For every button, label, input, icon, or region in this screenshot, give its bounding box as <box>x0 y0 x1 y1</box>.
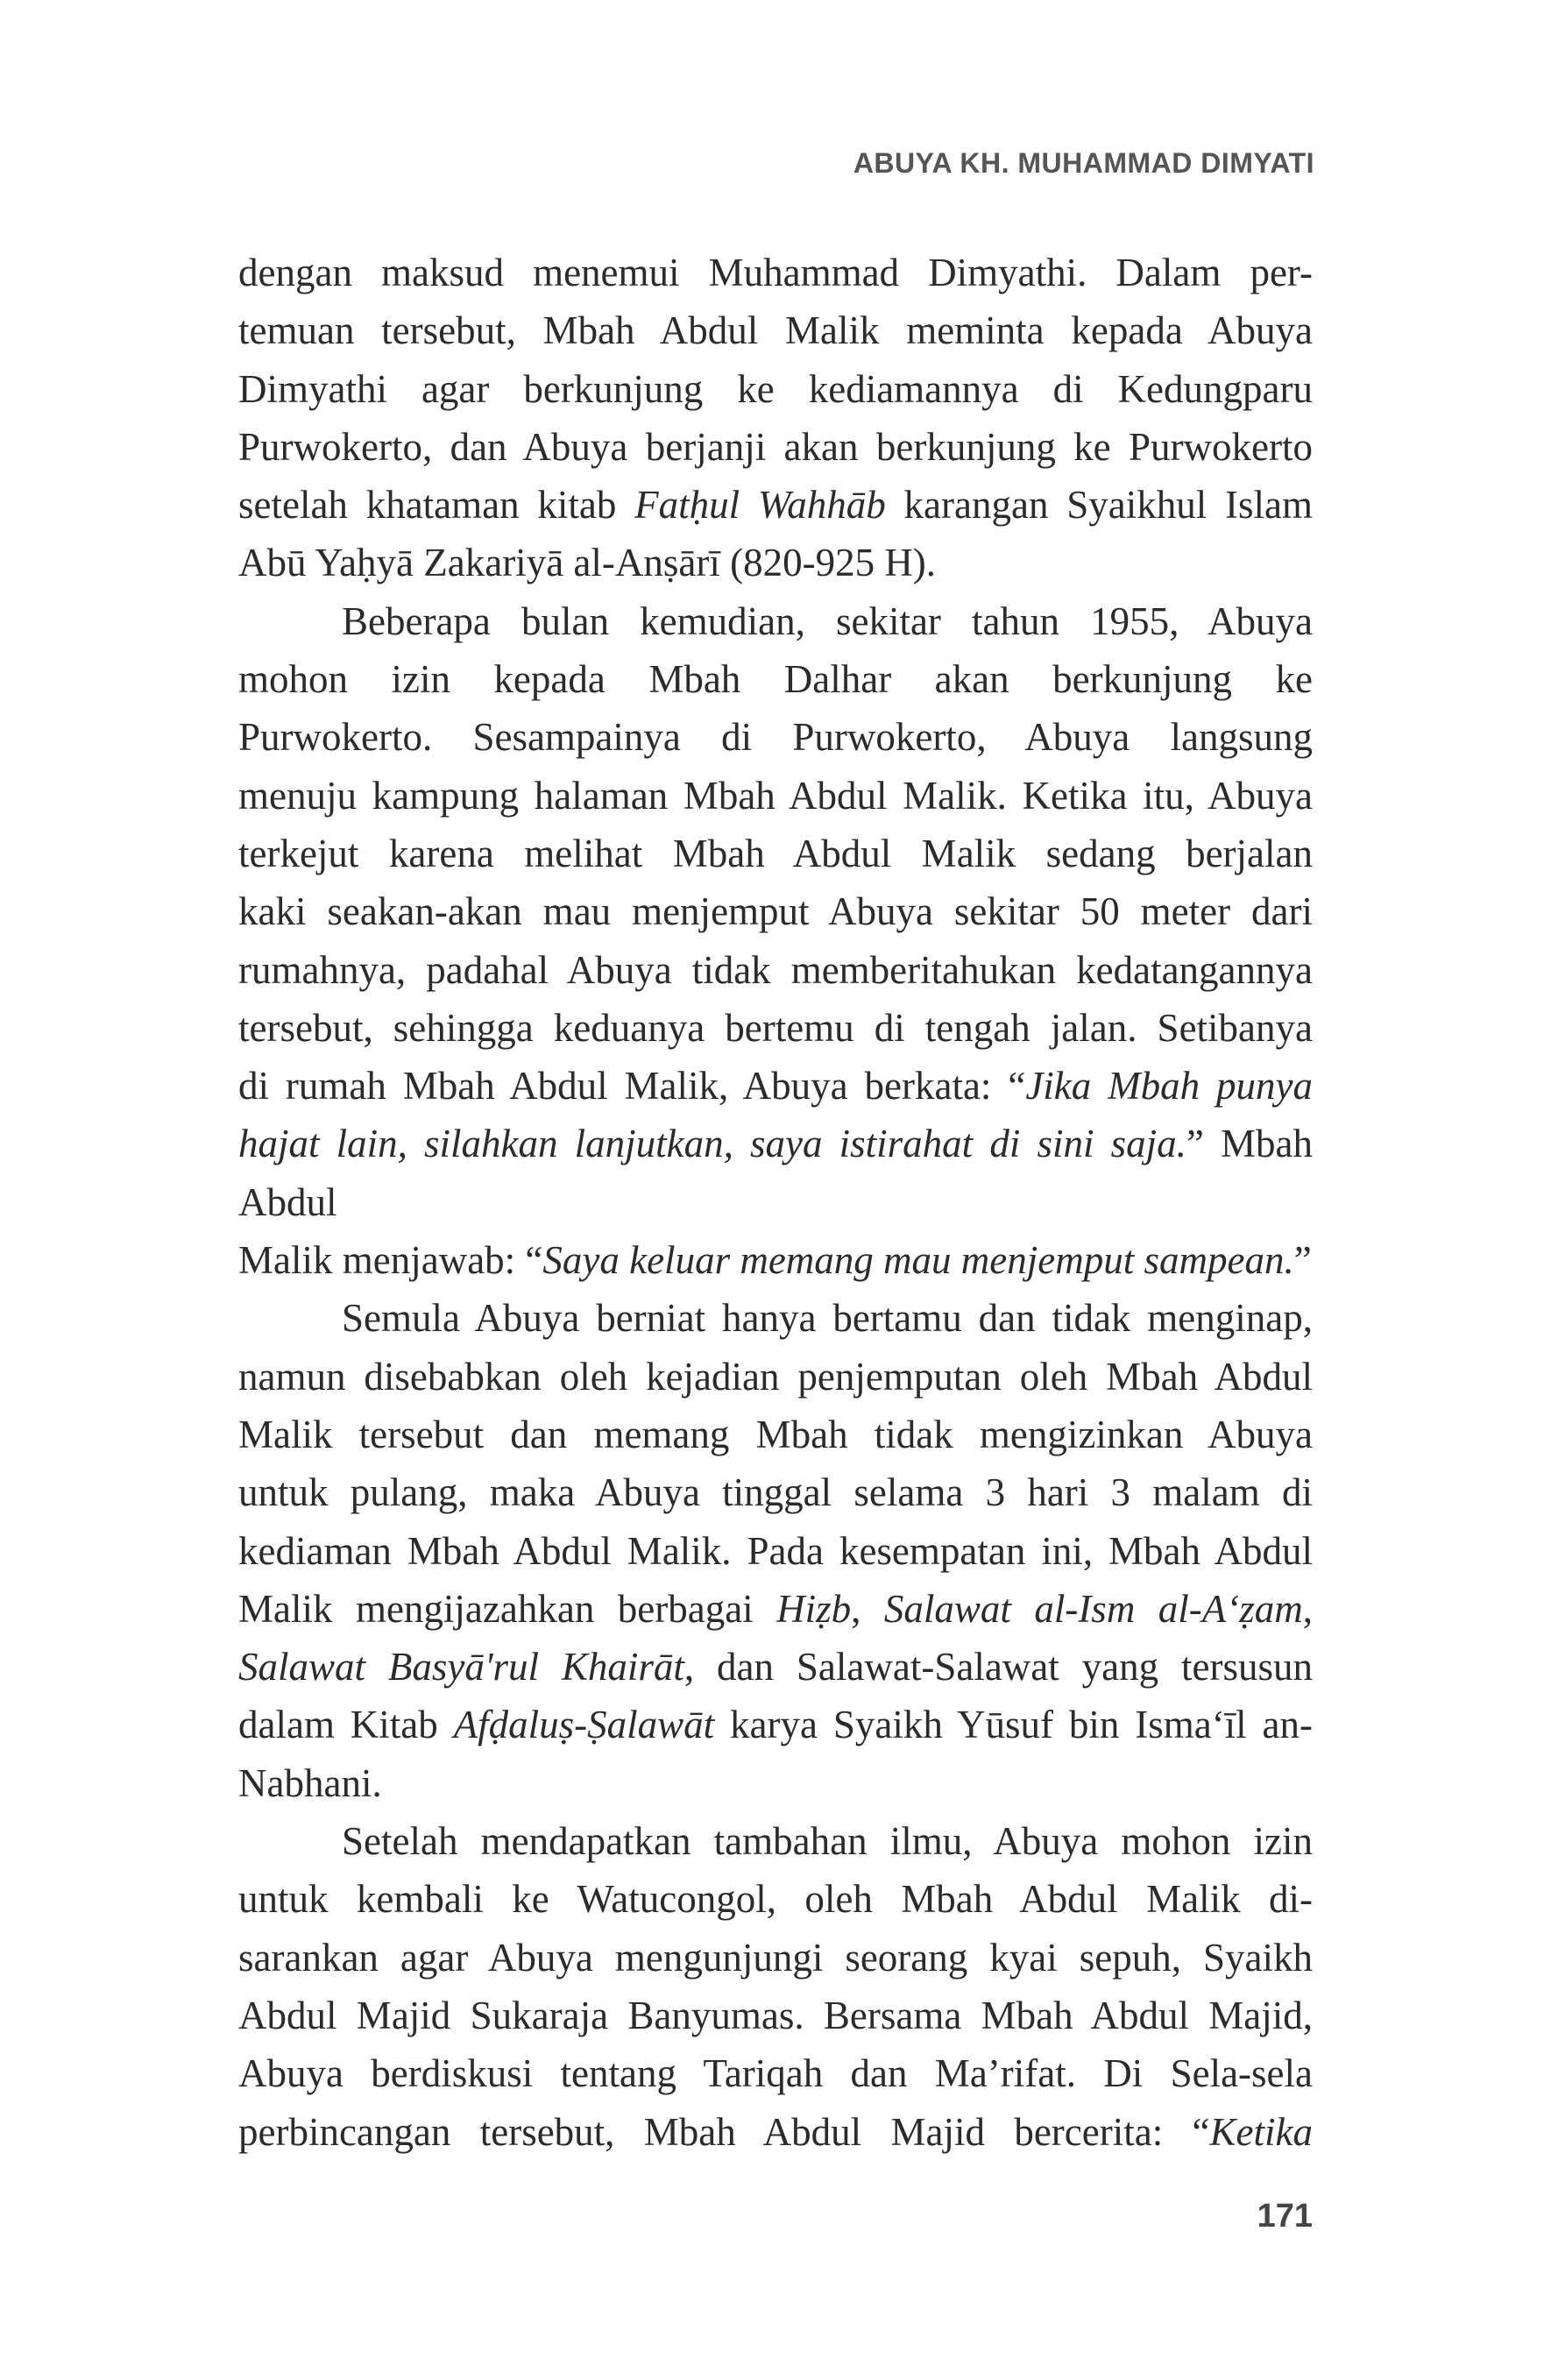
text-line: tersebut, sehingga keduanya bertemu di tengah jalan. Setibanya <box>238 1005 1313 1050</box>
italic-term: Salawat al-Ism al-A‘ẓam <box>883 1586 1303 1631</box>
text-line: dengan maksud menemui Muhammad Dimyathi. Dalam per- <box>238 251 1313 294</box>
italic-term: hajat lain, silahkan lanjutkan, saya istirahat di sini saja. <box>238 1122 1186 1166</box>
text-line: setelah khataman kitab Fatḥul Wahhāb karangan Syaikhul Islam <box>238 483 1313 528</box>
text-line: menuju kampung halaman Mbah Abdul Malik. Ketika itu, Abuya <box>238 773 1313 818</box>
text-line: Abdul Majid Sukaraja Banyumas. Bersama Mbah Abdul Majid, <box>238 1993 1313 2037</box>
text-line: terkejut karena melihat Mbah Abdul Malik sedang berjalan <box>238 831 1313 875</box>
running-header <box>853 147 1314 180</box>
text-line: di rumah Mbah Abdul Malik, Abuya berkata: “Jika Mbah punya <box>238 1064 1313 1109</box>
italic-term: Ketika <box>1209 2109 1313 2154</box>
text-line: Beberapa bulan kemudian, sekitar tahun 1955, Abuya <box>342 599 1313 643</box>
page-number: 171 <box>1257 2198 1313 2235</box>
paragraph <box>238 244 1313 592</box>
italic-term: Saya keluar memang mau menjemput sampean. <box>542 1238 1294 1283</box>
paragraph <box>238 592 1313 1290</box>
text-line: mohon izin kepada Mbah Dalhar akan berkunjung ke <box>238 657 1313 702</box>
body-text <box>238 244 1313 2161</box>
text-line: hajat lain, silahkan lanjutkan, saya istirahat di sini saja.” Mbah Abdul <box>238 1122 1313 1224</box>
text-line: untuk pulang, maka Abuya tinggal selama 3 hari 3 malam di <box>238 1470 1313 1515</box>
italic-term: Afḍaluṣ-Ṣalawāt <box>453 1703 715 1747</box>
text-line: Salawat Basyā'rul Khairāt, dan Salawat-Salawat yang tersusun <box>238 1645 1313 1689</box>
text-line: Malik mengijazahkan berbagai Hiẓb, Salawat al-Ism al-A‘ẓam, <box>238 1586 1313 1631</box>
text-line: rumahnya, padahal Abuya tidak memberitahukan kedatangannya <box>238 947 1313 992</box>
text-line: Malik tersebut dan memang Mbah tidak mengizinkan Abuya <box>238 1412 1313 1456</box>
text-line: Nabhani. <box>238 1760 382 1805</box>
italic-term: Salawat Basyā'rul Khairāt <box>238 1645 684 1689</box>
text-line: namun disebabkan oleh kejadian penjemputan oleh Mbah Abdul <box>238 1354 1313 1399</box>
text-line: Purwokerto. Sesampainya di Purwokerto, Abuya langsung <box>238 715 1313 760</box>
text-line: perbincangan tersebut, Mbah Abdul Majid bercerita: “Ketika <box>238 2109 1313 2154</box>
text-line: kaki seakan-akan mau menjemput Abuya sekitar 50 meter dari <box>238 889 1313 934</box>
text-line: temuan tersebut, Mbah Abdul Malik meminta kepada Abuya <box>238 308 1313 353</box>
text-line: dalam Kitab Afḍaluṣ-Ṣalawāt karya Syaikh Yūsuf bin Isma‘īl an- <box>238 1703 1313 1747</box>
text-line: Dimyathi agar berkunjung ke kediamannya di Kedungparu <box>238 366 1313 411</box>
text-line: kediaman Mbah Abdul Malik. Pada kesempatan ini, Mbah Abdul <box>238 1528 1313 1573</box>
text-line: Setelah mendapatkan tambahan ilmu, Abuya mohon izin <box>342 1819 1313 1864</box>
italic-term: Jika Mbah punya <box>1025 1064 1313 1109</box>
paragraph <box>238 1289 1313 1812</box>
text-line: untuk kembali ke Watucongol, oleh Mbah Abdul Malik di- <box>238 1877 1313 1922</box>
text-line: Malik menjawab: “Saya keluar memang mau menjemput sampean.” <box>238 1238 1312 1283</box>
text-line: Semula Abuya berniat hanya bertamu dan tidak menginap, <box>342 1296 1313 1341</box>
text-line: Abū Yaḥyā Zakariyā al-Anṣārī (820-925 H). <box>238 541 937 585</box>
italic-term: Fatḥul Wahhāb <box>634 483 886 528</box>
text-line: Abuya berdiskusi tentang Tariqah dan Ma’rifat. Di Sela-sela <box>238 2051 1313 2096</box>
paragraph <box>238 1812 1313 2161</box>
text-line: sarankan agar Abuya mengunjungi seorang kyai sepuh, Syaikh <box>238 1935 1313 1980</box>
text-line: Purwokerto, dan Abuya berjanji akan berkunjung ke Purwokerto <box>238 424 1313 469</box>
italic-term: Hiẓb <box>776 1586 852 1631</box>
running-header-title: ABUYA KH. MUHAMMAD DIMYATI <box>853 147 1314 179</box>
